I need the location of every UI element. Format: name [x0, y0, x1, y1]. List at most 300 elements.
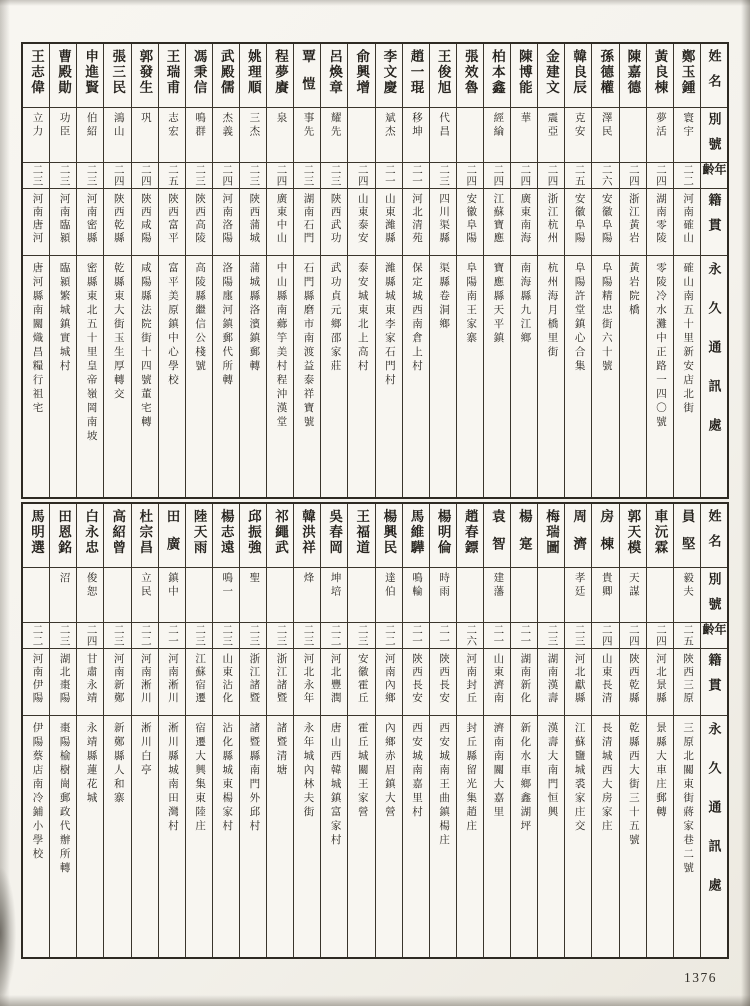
person-name: 楊志遠 [218, 509, 234, 556]
person-alias-cell [50, 568, 76, 623]
person-age-cell [430, 163, 456, 189]
person-column [375, 44, 402, 497]
person-address-cell [511, 256, 537, 497]
person-alias-cell [484, 568, 510, 623]
header-name-cell [701, 44, 727, 108]
person-address: 永靖縣蓮花城 [85, 722, 97, 806]
person-age-cell [376, 623, 402, 649]
person-alias: 經綸 [492, 112, 504, 139]
person-column [76, 504, 103, 957]
person-name: 覃愷 [300, 49, 316, 104]
person-alias: 毅夫 [682, 572, 694, 599]
person-origin: 山東濰縣 [383, 193, 395, 245]
person-address: 蒲城縣洛濱鎮郵轉 [248, 262, 260, 374]
person-origin-cell [23, 189, 49, 256]
person-origin: 安徽霍丘 [356, 653, 368, 705]
person-origin: 湖南漢壽 [546, 653, 558, 705]
person-origin-cell [50, 189, 76, 256]
person-name-cell [592, 44, 618, 108]
person-origin-cell [674, 649, 700, 716]
person-age: 二二 [31, 624, 43, 647]
person-age-cell [132, 163, 158, 189]
person-column [673, 44, 700, 497]
person-origin-cell [267, 649, 293, 716]
person-address: 阜陽許堂鎮心合集 [573, 262, 585, 374]
person-address-cell [674, 256, 700, 497]
person-name-cell [294, 504, 320, 568]
person-address-cell [538, 256, 564, 497]
person-origin: 河北豐潤 [329, 653, 341, 705]
person-name-cell [674, 44, 700, 108]
person-address: 封丘縣留光集趙庄 [465, 722, 477, 834]
person-column [564, 504, 591, 957]
person-name: 郭發生 [137, 49, 153, 96]
person-age-cell [159, 623, 185, 649]
person-alias-cell [294, 568, 320, 623]
person-address-cell [213, 716, 239, 957]
person-origin-cell [348, 189, 374, 256]
header-age-cell [701, 163, 727, 189]
scan-artifact-bottom-edge [0, 995, 750, 1006]
person-origin: 河南確山 [682, 193, 694, 245]
person-age: 二三 [194, 624, 206, 647]
person-name-cell [321, 504, 347, 568]
person-column [483, 44, 510, 497]
person-address: 泰安城東北上高村 [356, 262, 368, 374]
person-name-cell [294, 44, 320, 108]
person-age-cell [186, 163, 212, 189]
person-age: 二一 [438, 624, 450, 647]
person-name-cell [159, 504, 185, 568]
person-origin-cell [430, 189, 456, 256]
person-origin-cell [484, 649, 510, 716]
person-column [239, 44, 266, 497]
person-alias: 鎮中 [167, 572, 178, 599]
person-alias-cell [186, 108, 212, 163]
person-age: 二三 [248, 624, 260, 647]
person-alias-cell [186, 568, 212, 623]
person-alias: 克安 [573, 112, 585, 139]
person-name-cell [159, 44, 185, 108]
person-age-cell [267, 163, 293, 189]
person-address: 新化水車鄉鑫湖坪 [519, 722, 531, 834]
header-address-cell [701, 716, 727, 957]
person-name-cell [267, 504, 293, 568]
person-address: 確山南五十里新安店北街 [682, 262, 694, 416]
person-alias: 杰義 [221, 112, 233, 139]
person-alias-cell [538, 568, 564, 623]
person-name: 俞興增 [354, 49, 370, 96]
person-column [619, 44, 646, 497]
person-name-cell [538, 504, 564, 568]
person-name-cell [132, 504, 158, 568]
person-origin: 湖南零陵 [654, 193, 666, 245]
person-address-cell [620, 716, 646, 957]
person-alias-cell [348, 108, 374, 163]
person-name: 王志偉 [28, 49, 44, 96]
person-origin-cell [50, 649, 76, 716]
person-origin: 湖南新化 [519, 653, 531, 705]
person-address: 淅川白亭 [139, 722, 151, 778]
person-name: 祁繩武 [272, 509, 288, 556]
person-name-cell [484, 44, 510, 108]
header-origin-label: 籍貫 [706, 193, 722, 243]
person-column [375, 504, 402, 957]
page-number: 1376 [684, 970, 717, 985]
person-name: 楊寔 [516, 509, 532, 564]
person-alias-cell [511, 108, 537, 163]
person-column [320, 504, 347, 957]
person-origin-cell [403, 649, 429, 716]
person-age: 二三 [221, 624, 233, 647]
person-address-cell [647, 716, 673, 957]
person-address: 伊陽蔡店南冷鋪小學校 [31, 722, 43, 862]
person-age-cell [77, 163, 103, 189]
person-column [293, 504, 320, 957]
person-address-cell [511, 716, 537, 957]
person-origin-cell [592, 649, 618, 716]
person-origin: 甘肅永靖 [85, 653, 97, 705]
person-name-cell [457, 504, 483, 568]
person-age: 二一 [167, 624, 178, 647]
person-address: 諸暨縣南門外邱村 [248, 722, 260, 834]
person-origin: 陝西富平 [167, 193, 178, 245]
person-address-cell [376, 716, 402, 957]
person-age-cell [348, 163, 374, 189]
person-alias-cell [457, 108, 483, 163]
person-address: 富平美原鎮中心學校 [167, 262, 178, 388]
person-origin-cell [565, 649, 591, 716]
person-column [456, 44, 483, 497]
person-age: 二二 [682, 164, 694, 187]
person-alias-cell [457, 568, 483, 623]
person-column [456, 504, 483, 957]
person-age: 二六 [465, 624, 477, 647]
person-address-cell [294, 716, 320, 957]
person-name-cell [186, 44, 212, 108]
person-alias-cell [77, 108, 103, 163]
person-name-cell [23, 504, 49, 568]
person-origin: 山東長清 [600, 653, 612, 705]
person-alias: 伯紹 [85, 112, 97, 139]
person-age: 二三 [329, 164, 341, 187]
header-alias-label: 別號 [706, 112, 722, 162]
person-address: 霍丘城關王家營 [356, 722, 368, 820]
person-age-cell [213, 623, 239, 649]
person-origin: 湖北棗陽 [58, 653, 70, 705]
person-address: 杭州海月橋里街 [546, 262, 558, 360]
person-column [510, 504, 537, 957]
person-origin: 河南洛陽 [221, 193, 233, 245]
person-name: 韓洪祥 [300, 509, 316, 556]
person-origin: 陝西乾縣 [627, 653, 639, 705]
person-origin: 安徽阜陽 [573, 193, 585, 245]
person-name-cell [50, 44, 76, 108]
person-alias: 鳴一 [221, 572, 233, 599]
person-age-cell [457, 623, 483, 649]
person-address-cell [77, 256, 103, 497]
person-alias: 鳴輪 [410, 572, 422, 599]
person-origin-cell [159, 649, 185, 716]
person-name-cell [647, 44, 673, 108]
person-origin: 河南新鄭 [112, 653, 124, 705]
person-address: 永年城內林夫街 [302, 722, 314, 820]
person-age-cell [511, 163, 537, 189]
person-address: 漢壽大南門恒興 [546, 722, 558, 820]
header-name-cell [701, 504, 727, 568]
person-alias-cell [511, 568, 537, 623]
person-origin-cell [104, 189, 130, 256]
person-name-cell [240, 504, 266, 568]
person-origin-cell [213, 189, 239, 256]
person-age: 二三 [112, 624, 124, 647]
person-origin-cell [430, 649, 456, 716]
person-address-cell [50, 256, 76, 497]
person-origin: 河南密縣 [85, 193, 97, 245]
person-address-cell [592, 256, 618, 497]
person-alias: 代昌 [438, 112, 450, 139]
person-origin: 陝西三原 [682, 653, 694, 705]
header-name-label: 姓名 [706, 509, 722, 559]
person-origin: 山東沾化 [221, 653, 233, 705]
person-name-cell [132, 44, 158, 108]
person-name-cell [457, 44, 483, 108]
person-name-cell [77, 504, 103, 568]
person-alias-cell [321, 568, 347, 623]
person-address: 高陵縣繼信公棧號 [194, 262, 206, 374]
person-alias-cell [213, 108, 239, 163]
person-origin: 陝西武功 [329, 193, 341, 245]
person-alias-cell [159, 108, 185, 163]
person-name-cell [484, 504, 510, 568]
person-age-cell [403, 163, 429, 189]
person-address: 西安城南王曲鎮楊庄 [438, 722, 450, 848]
person-address: 景縣大車庄郵轉 [654, 722, 666, 820]
person-address: 長清城西大房家庄 [600, 722, 612, 834]
person-name-cell [104, 504, 130, 568]
person-address-cell [647, 256, 673, 497]
person-age-cell [647, 163, 673, 189]
person-column [185, 44, 212, 497]
header-age-label: 年齡 [700, 623, 727, 636]
person-name-cell [267, 44, 293, 108]
person-name-cell [213, 504, 239, 568]
person-column [76, 44, 103, 497]
header-address-label: 永久通訊處 [706, 262, 722, 457]
person-column [429, 504, 456, 957]
person-name: 柏本鑫 [489, 49, 505, 96]
person-alias: 立民 [139, 572, 151, 599]
person-origin-cell [240, 189, 266, 256]
person-alias-cell [267, 568, 293, 623]
person-column [402, 504, 429, 957]
person-origin-cell [457, 189, 483, 256]
person-origin: 江蘇寶應 [492, 193, 504, 245]
person-alias-cell [565, 568, 591, 623]
person-column [103, 44, 130, 497]
person-origin-cell [592, 189, 618, 256]
person-name: 武殿儒 [218, 49, 234, 96]
person-origin-cell [159, 189, 185, 256]
person-column [49, 504, 76, 957]
header-age-label: 年齡 [700, 163, 727, 176]
person-column [131, 44, 158, 497]
person-origin: 安徽阜陽 [465, 193, 477, 245]
person-age-cell [620, 623, 646, 649]
person-address: 阜陽南王家寨 [465, 262, 477, 346]
header-column [700, 44, 727, 497]
person-address-cell [430, 716, 456, 957]
person-alias-cell [430, 108, 456, 163]
person-name: 李文慶 [381, 49, 397, 96]
person-age-cell [430, 623, 456, 649]
person-origin: 河南淅川 [167, 653, 178, 705]
person-name-cell [538, 44, 564, 108]
person-address: 棗陽榆樹崗郵政代辦所轉 [58, 722, 70, 876]
person-alias-cell [294, 108, 320, 163]
person-origin: 江蘇宿遷 [194, 653, 206, 705]
person-origin: 安徽阜陽 [600, 193, 612, 245]
person-address-cell [592, 716, 618, 957]
person-alias: 寰宇 [682, 112, 694, 139]
person-age-cell [484, 623, 510, 649]
person-alias-cell [592, 108, 618, 163]
person-address-cell [674, 716, 700, 957]
person-column [103, 504, 130, 957]
person-name-cell [511, 44, 537, 108]
person-name-cell [376, 504, 402, 568]
person-age-cell [592, 163, 618, 189]
person-column [619, 504, 646, 957]
person-name: 王福道 [354, 509, 370, 556]
person-age: 二六 [600, 164, 612, 187]
person-age: 二四 [627, 164, 639, 187]
person-name: 梅瑞圖 [544, 509, 560, 556]
person-address-cell [376, 256, 402, 497]
directory-table-bottom [21, 502, 729, 959]
header-age-cell [701, 623, 727, 649]
person-origin: 河南內鄉 [383, 653, 395, 705]
person-column [212, 44, 239, 497]
person-address-cell [186, 716, 212, 957]
person-age-cell [511, 623, 537, 649]
person-column [537, 44, 564, 497]
person-origin-cell [213, 649, 239, 716]
person-age: 二四 [465, 164, 477, 187]
person-address: 三原北關東街蔣家巷二號 [682, 722, 694, 876]
person-origin-cell [77, 189, 103, 256]
person-age-cell [240, 163, 266, 189]
person-age-cell [565, 163, 591, 189]
person-name: 田廣 [164, 509, 180, 564]
person-address-cell [267, 256, 293, 497]
person-alias-cell [240, 568, 266, 623]
person-alias-cell [213, 568, 239, 623]
person-alias: 耀先 [329, 112, 341, 139]
person-column [131, 504, 158, 957]
person-name-cell [565, 504, 591, 568]
person-age-cell [321, 623, 347, 649]
person-column [402, 44, 429, 497]
person-address-cell [240, 716, 266, 957]
person-age: 二二 [329, 624, 341, 647]
person-origin: 山東濟南 [492, 653, 504, 705]
header-origin-label: 籍貫 [706, 653, 722, 703]
header-alias-cell [701, 568, 727, 623]
person-origin: 陝西長安 [410, 653, 422, 705]
person-origin: 陝西長安 [438, 653, 450, 705]
person-alias: 事先 [302, 112, 314, 139]
person-age-cell [538, 623, 564, 649]
person-address-cell [23, 256, 49, 497]
person-age-cell [674, 623, 700, 649]
person-age: 二四 [139, 164, 151, 187]
person-origin: 河南伊陽 [31, 653, 43, 705]
person-address: 中山縣南薌竽美村程沖漢堂 [275, 262, 287, 430]
person-origin: 河北獻縣 [573, 653, 585, 705]
person-alias-cell [376, 108, 402, 163]
person-origin-cell [294, 189, 320, 256]
person-name: 韓良辰 [571, 49, 587, 96]
person-age: 二四 [112, 164, 124, 187]
person-alias: 泉 [275, 112, 287, 126]
person-age-cell [104, 623, 130, 649]
person-age: 二三 [438, 164, 450, 187]
person-origin-cell [186, 649, 212, 716]
person-name-cell [403, 44, 429, 108]
person-age: 二四 [85, 624, 97, 647]
person-origin-cell [294, 649, 320, 716]
person-name-cell [50, 504, 76, 568]
person-age: 二四 [627, 624, 639, 647]
person-address-cell [294, 256, 320, 497]
person-origin: 浙江諸暨 [275, 653, 287, 705]
person-origin-cell [647, 189, 673, 256]
person-age-cell [132, 623, 158, 649]
person-name-cell [592, 504, 618, 568]
person-origin: 河南臨潁 [58, 193, 70, 245]
person-address-cell [240, 256, 266, 497]
person-name: 陳嘉德 [625, 49, 641, 96]
person-name-cell [376, 44, 402, 108]
person-age: 二四 [492, 164, 504, 187]
person-name-cell [240, 44, 266, 108]
person-origin: 山東泰安 [356, 193, 368, 245]
person-alias-cell [267, 108, 293, 163]
person-name-cell [213, 44, 239, 108]
person-address: 西安城南嘉里村 [410, 722, 422, 820]
person-address: 沾化縣城東楊家村 [221, 722, 233, 834]
person-age: 二二 [139, 624, 151, 647]
person-alias: 烽 [302, 572, 314, 586]
person-alias-cell [348, 568, 374, 623]
person-age: 二三 [275, 624, 287, 647]
person-column [266, 44, 293, 497]
person-column [564, 44, 591, 497]
person-origin-cell [321, 189, 347, 256]
person-name: 趙春鏢 [462, 509, 478, 556]
person-age: 二三 [302, 164, 314, 187]
person-column [591, 44, 618, 497]
person-age-cell [23, 623, 49, 649]
person-name: 馬維驊 [408, 509, 424, 556]
person-address-cell [23, 716, 49, 957]
person-name: 高紹曾 [110, 509, 126, 556]
person-age: 二一 [410, 164, 422, 187]
person-age: 二三 [248, 164, 260, 187]
person-address-cell [403, 716, 429, 957]
person-name: 白永忠 [83, 509, 99, 556]
